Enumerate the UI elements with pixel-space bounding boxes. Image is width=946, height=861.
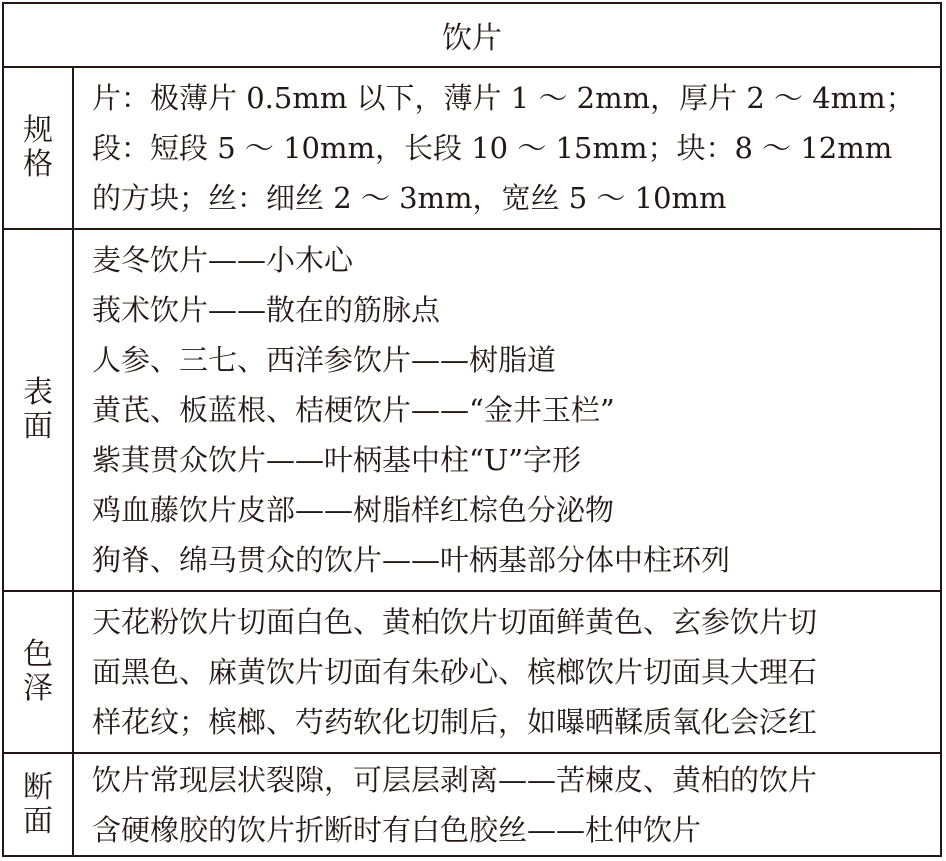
row-label-specification: 规 格 xyxy=(4,68,74,228)
content-line: 面黑色、麻黄饮片切面有朱砂心、槟榔饮片切面具大理石 xyxy=(92,655,818,689)
content-line: 的方块；丝：细丝 2 ～ 3mm，宽丝 5 ～ 10mm xyxy=(92,181,727,215)
table-title: 饮片 xyxy=(442,21,502,56)
content-line: 狗脊、绵马贯众的饮片——叶柄基部分体中柱环列 xyxy=(92,543,731,577)
content-line: 莪术饮片——散在的筋脉点 xyxy=(92,293,441,327)
content-line: 紫萁贯众饮片——叶柄基中柱“U”字形 xyxy=(92,443,582,477)
row-specification xyxy=(4,66,940,228)
content-line: 人参、三七、西洋参饮片——树脂道 xyxy=(92,343,557,377)
content-line: 黄芪、板蓝根、桔梗饮片——“金井玉栏” xyxy=(92,393,615,427)
row-content-surface xyxy=(92,230,932,590)
content-line: 麦冬饮片——小木心 xyxy=(92,243,354,277)
row-content-fracture xyxy=(92,754,932,855)
row-surface xyxy=(4,228,940,590)
row-color xyxy=(4,590,940,752)
content-line: 含硬橡胶的饮片折断时有白色胶丝——杜仲饮片 xyxy=(92,812,702,847)
content-line: 饮片常现层状裂隙，可层层剥离——苦楝皮、黄柏的饮片 xyxy=(92,762,818,797)
content-line: 片：极薄片 0.5mm 以下，薄片 1 ～ 2mm，厚片 2 ～ 4mm； xyxy=(92,81,915,115)
row-label-fracture: 断 面 xyxy=(4,754,74,855)
content-line: 鸡血藤饮片皮部——树脂样红棕色分泌物 xyxy=(92,493,615,527)
content-line: 天花粉饮片切面白色、黄柏饮片切面鲜黄色、玄参饮片切 xyxy=(92,605,818,639)
row-fracture xyxy=(4,752,940,855)
content-line: 样花纹；槟榔、芍药软化切制后，如曝晒鞣质氧化会泛红 xyxy=(92,705,818,739)
row-content-color xyxy=(92,592,932,752)
row-label-color: 色 泽 xyxy=(4,592,74,752)
row-label-surface: 表 面 xyxy=(4,230,74,590)
content-line: 段：短段 5 ～ 10mm，长段 10 ～ 15mm；块：8 ～ 12mm xyxy=(92,131,893,165)
row-content-specification xyxy=(92,68,932,228)
decoction-pieces-table xyxy=(2,2,942,857)
table-header xyxy=(4,4,940,66)
